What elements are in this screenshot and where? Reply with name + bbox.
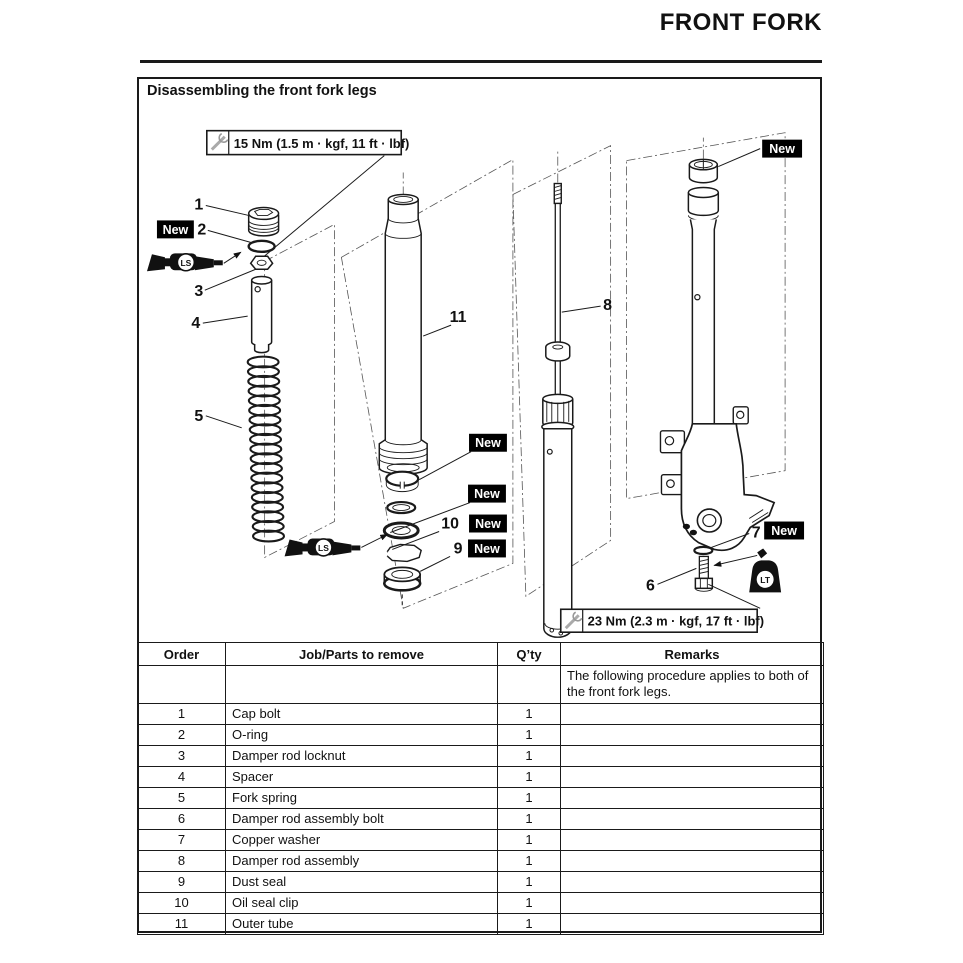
grease-icon-label: LS (180, 257, 192, 268)
job-cell: Damper rod assembly bolt (226, 808, 498, 829)
remarks-cell (561, 703, 824, 724)
callout-9: 9 (453, 540, 463, 558)
order-cell: 7 (138, 829, 226, 850)
table-row (138, 913, 824, 934)
new-label: New (475, 436, 501, 451)
part-cap-ring (689, 159, 717, 182)
col-header-remarks: Remarks (561, 643, 824, 666)
order-cell: 9 (138, 871, 226, 892)
qty-cell: 1 (498, 808, 561, 829)
part-damper-rod-bolt (646, 556, 712, 594)
table-row (138, 808, 824, 829)
part-oil-seal (384, 523, 418, 538)
order-cell: 11 (138, 913, 226, 934)
table-row (138, 724, 824, 745)
part-dust-seal (384, 567, 420, 607)
table-row (138, 892, 824, 913)
qty-cell: 1 (498, 871, 561, 892)
table-row (138, 850, 824, 871)
table-row (138, 703, 824, 724)
table-row (138, 745, 824, 766)
torque-label-top (207, 131, 410, 260)
job-cell: Damper rod assembly (226, 850, 498, 871)
job-cell: O-ring (226, 724, 498, 745)
remarks-cell (561, 766, 824, 787)
threadlock-icon (714, 548, 781, 592)
table-row (138, 787, 824, 808)
part-fork-spring (194, 357, 284, 542)
header-rule (140, 60, 822, 63)
callout-10: 10 (441, 515, 459, 533)
table-row (138, 871, 824, 892)
torque-bottom-text: 23 Nm (2.3 m · kgf, 17 ft · lbf) (587, 613, 765, 629)
callout-9-group (420, 539, 506, 571)
new-badge-bushing (419, 434, 507, 480)
threadlock-icon-label: LT (760, 574, 771, 585)
remarks-cell (561, 808, 824, 829)
remarks-cell (561, 724, 824, 745)
new-label: New (474, 541, 500, 556)
col-header-qty: Q’ty (498, 643, 561, 666)
remarks-cell (561, 829, 824, 850)
order-cell: 8 (138, 850, 226, 871)
remarks-cell (561, 850, 824, 871)
callout-7: 7 (751, 524, 761, 542)
col-header-order: Order (138, 643, 226, 666)
table-row (138, 766, 824, 787)
part-oil-seal-clip (383, 544, 421, 561)
job-cell: Outer tube (226, 913, 498, 934)
torque-label-bottom (561, 584, 764, 632)
qty-cell: 1 (498, 850, 561, 871)
order-cell (138, 666, 226, 704)
job-cell: Dust seal (226, 871, 498, 892)
new-label: New (771, 523, 797, 538)
new-label: New (474, 487, 500, 502)
callout-4: 4 (191, 315, 201, 333)
col-header-job: Job/Parts to remove (226, 643, 498, 666)
remarks-cell (561, 745, 824, 766)
job-cell: Cap bolt (226, 703, 498, 724)
intro-row (138, 666, 824, 704)
part-outer-tube (379, 194, 466, 474)
callout-6: 6 (646, 577, 655, 595)
callout-2: 2 (197, 221, 207, 239)
callout-8: 8 (603, 297, 613, 315)
order-cell: 5 (138, 787, 226, 808)
part-washer-ring (387, 502, 415, 513)
new-badge-top-right (718, 140, 802, 167)
job-cell: Spacer (226, 766, 498, 787)
order-cell: 2 (138, 724, 226, 745)
part-slide-bushing (386, 472, 418, 492)
job-cell (226, 666, 498, 704)
new-label: New (769, 142, 795, 157)
order-cell: 4 (138, 766, 226, 787)
qty-cell: 1 (498, 703, 561, 724)
qty-cell: 1 (498, 787, 561, 808)
order-cell: 10 (138, 892, 226, 913)
qty-cell: 1 (498, 724, 561, 745)
callout-5: 5 (194, 407, 204, 425)
order-cell: 6 (138, 808, 226, 829)
callout-3: 3 (194, 283, 204, 301)
parts-table-body (138, 666, 824, 935)
remarks-cell (561, 913, 824, 934)
qty-cell: 1 (498, 892, 561, 913)
part-spacer (191, 276, 271, 352)
job-cell: Copper washer (226, 829, 498, 850)
qty-cell: 1 (498, 913, 561, 934)
table-header-row (138, 643, 824, 666)
parts-table (137, 642, 824, 935)
order-cell: 3 (138, 745, 226, 766)
qty-cell: 1 (498, 829, 561, 850)
job-cell: Fork spring (226, 787, 498, 808)
new-label: New (475, 517, 501, 532)
table-row (138, 829, 824, 850)
part-inner-tube-leg (660, 188, 774, 551)
exploded-diagram (139, 79, 820, 642)
new-label: New (162, 222, 189, 237)
intro-remark-cell: The following procedure applies to both of the front fork legs. (561, 666, 824, 704)
job-cell: Oil seal clip (226, 892, 498, 913)
callout-11: 11 (449, 309, 467, 327)
part-cap-bolt (194, 196, 278, 235)
torque-top-text: 15 Nm (1.5 m · kgf, 11 ft · lbf) (233, 136, 410, 152)
page-title: FRONT FORK (659, 9, 822, 36)
qty-cell (498, 666, 561, 704)
callout-1: 1 (194, 196, 204, 214)
order-cell: 1 (138, 703, 226, 724)
grease-icon (285, 534, 388, 556)
remarks-cell (561, 871, 824, 892)
remarks-cell (561, 892, 824, 913)
figure-title: Disassembling the front fork legs (147, 83, 377, 99)
content-box (137, 77, 822, 933)
remarks-cell (561, 787, 824, 808)
grease-icon (147, 252, 241, 271)
part-damper-rod-assembly (542, 184, 612, 638)
qty-cell: 1 (498, 745, 561, 766)
grease-icon-label: LS (318, 542, 329, 553)
qty-cell: 1 (498, 766, 561, 787)
job-cell: Damper rod locknut (226, 745, 498, 766)
